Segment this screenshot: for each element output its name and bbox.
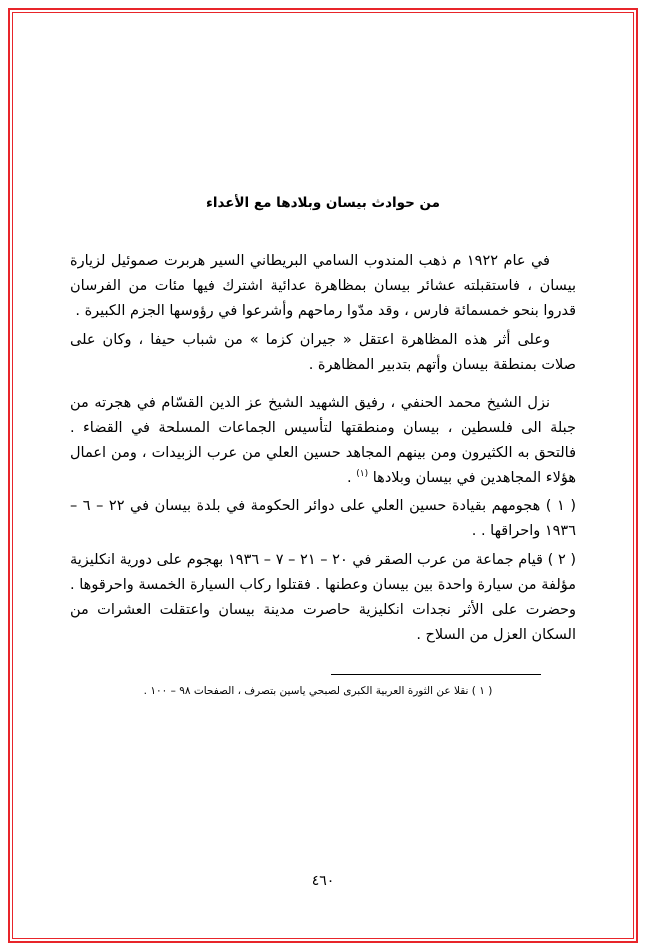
body-paragraph-5: ( ٢ ) قيام جماعة من عرب الصقر في ٢٠ – ٢١ – ٧ – ١٩٣٦ بهجوم على دورية انكليزية مؤلفة من سيارة واحدة بين بيسان وعطنها . فقتلوا ركاب السيارة الخمسة واحرقوها . وحضرت على الأثر نجدات انكليزية حاصرت مدينة بيسان واعتقلت العشرات من السكان العزل من السلاح .	[70, 552, 577, 644]
page-number: ٤٦٠	[311, 873, 335, 889]
body-paragraph-1: في عام ١٩٢٢ م ذهب المندوب السامي البريطاني السير هربرت صموئيل لزيارة بيسان ، فاستقبلته عشائر بيسان بمظاهرة عدائية اشترك فيها مئات من الفرسان قدروا بنحو خمسمائة فارس ، وقد مدّوا رماحهم وأشرعوا في رؤوسها الجزم الكبيرة .	[70, 253, 576, 319]
body-paragraph-4: ( ١ ) هجومهم بقيادة حسين العلي على دوائر الحكومة في بلدة بيسان في ٢٢ – ٦ – ١٩٣٦ واحراقها . .	[70, 498, 576, 540]
body-paragraph-2: وعلى أثر هذه المظاهرة اعتقل « جيران كزما » من شباب حيفا ، وكان على صلات بمنطقة بيسان وأتهم بتدبير المظاهرة .	[70, 331, 576, 373]
footnote-divider	[331, 674, 541, 675]
page-content	[70, 195, 576, 911]
footnote-text: ( ١ ) نقلا عن الثورة العربية الكبرى لصبحي ياسين بتصرف ، الصفحات ٩٨ – ١٠٠ .	[143, 685, 493, 698]
body-paragraph-3-text: نزل الشيخ محمد الحنفي ، رفيق الشهيد الشيخ عز الدين القسّام في هجرته من جبلة الى فلسطين ، بيسان ومنطقتها لتأسيس الجماعات المسلحة في القضاء . فالتحق به الكثيرون ومن بينهم المجاهد حسين العلي من عرب الزبيدات ، ومن اعمال هؤلاء المجاهدين في بيسان وبلادها	[70, 394, 576, 486]
footnote-marker: (١)	[356, 468, 369, 479]
page-title: من حوادث بيسان وبلادها مع الأعداء	[205, 195, 441, 211]
body-paragraph-3	[70, 391, 576, 491]
paragraph-3-terminator: .	[347, 469, 352, 486]
